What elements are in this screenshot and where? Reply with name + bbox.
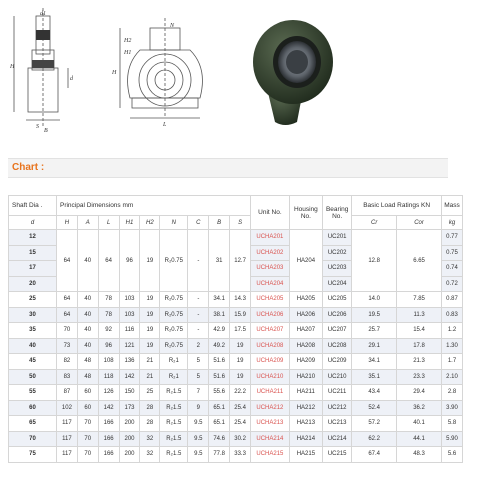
chart-title: Chart : bbox=[12, 162, 45, 173]
cell-c: - bbox=[188, 292, 209, 308]
header-load-ratings: Basic Load Ratings KN bbox=[352, 196, 442, 216]
cell-h1: 103 bbox=[119, 292, 140, 308]
label-h: H bbox=[10, 64, 15, 70]
cell-n: R₂0.75 bbox=[160, 307, 188, 323]
technical-drawings bbox=[0, 0, 488, 140]
cell-unit: UCHA214 bbox=[251, 431, 290, 447]
cell-bearing: UC214 bbox=[323, 431, 352, 447]
cell-c: - bbox=[188, 230, 209, 292]
subheader-d: d bbox=[9, 216, 57, 230]
cell-l: 142 bbox=[98, 400, 119, 416]
cell-cr: 35.1 bbox=[352, 369, 397, 385]
cell-bearing: UC201 bbox=[323, 230, 352, 246]
cell-h: 82 bbox=[56, 354, 77, 370]
cell-h2: 19 bbox=[140, 307, 160, 323]
subheader-kg: kg bbox=[441, 216, 462, 230]
cell-h: 87 bbox=[56, 385, 77, 401]
cell-l: 166 bbox=[98, 416, 119, 432]
cell-n: R₂0.75 bbox=[160, 338, 188, 354]
cell-s: 12.7 bbox=[230, 230, 251, 292]
cell-b: 65.1 bbox=[209, 416, 230, 432]
cell-d: 40 bbox=[9, 338, 57, 354]
cell-c: 9.5 bbox=[188, 447, 209, 463]
cell-mass: 0.72 bbox=[441, 276, 462, 292]
cell-h: 83 bbox=[56, 369, 77, 385]
cell-cr: 19.5 bbox=[352, 307, 397, 323]
cell-d: 55 bbox=[9, 385, 57, 401]
cell-h1: 136 bbox=[119, 354, 140, 370]
cell-s: 25.4 bbox=[230, 400, 251, 416]
cell-l: 92 bbox=[98, 323, 119, 339]
cell-a: 70 bbox=[77, 416, 98, 432]
bearing-product-image bbox=[245, 10, 335, 130]
cell-d: 25 bbox=[9, 292, 57, 308]
cell-b: 51.6 bbox=[209, 354, 230, 370]
cell-h: 117 bbox=[56, 416, 77, 432]
cell-cor: 21.3 bbox=[397, 354, 442, 370]
cell-cor: 23.3 bbox=[397, 369, 442, 385]
cell-b: 34.1 bbox=[209, 292, 230, 308]
table-row bbox=[9, 292, 463, 308]
cell-a: 70 bbox=[77, 447, 98, 463]
cell-h2: 32 bbox=[140, 431, 160, 447]
cell-s: 30.2 bbox=[230, 431, 251, 447]
cell-d: 20 bbox=[9, 276, 57, 292]
cell-unit: UCHA208 bbox=[251, 338, 290, 354]
cell-bearing: UC202 bbox=[323, 245, 352, 261]
cell-s: 19 bbox=[230, 338, 251, 354]
subheader-cr: Cr bbox=[352, 216, 397, 230]
cell-unit: UCHA203 bbox=[251, 261, 290, 277]
cell-bearing: UC213 bbox=[323, 416, 352, 432]
cell-c: 5 bbox=[188, 369, 209, 385]
table-row bbox=[9, 385, 463, 401]
cell-housing: HA213 bbox=[289, 416, 322, 432]
cell-mass: 1.7 bbox=[441, 354, 462, 370]
cell-h: 70 bbox=[56, 323, 77, 339]
cell-bearing: UC212 bbox=[323, 400, 352, 416]
cell-h: 64 bbox=[56, 292, 77, 308]
label-l: L bbox=[163, 122, 167, 128]
cell-a: 70 bbox=[77, 431, 98, 447]
cell-b: 77.8 bbox=[209, 447, 230, 463]
cell-s: 14.3 bbox=[230, 292, 251, 308]
label-side-h: H bbox=[112, 70, 117, 76]
cell-c: - bbox=[188, 323, 209, 339]
cell-bearing: UC204 bbox=[323, 276, 352, 292]
cell-l: 96 bbox=[98, 338, 119, 354]
cell-mass: 1.2 bbox=[441, 323, 462, 339]
cell-unit: UCHA209 bbox=[251, 354, 290, 370]
cell-l: 166 bbox=[98, 447, 119, 463]
cell-c: 7 bbox=[188, 385, 209, 401]
cell-d: 50 bbox=[9, 369, 57, 385]
subheader-cor: Cor bbox=[397, 216, 442, 230]
label-h2: H2 bbox=[124, 38, 132, 44]
cell-l: 126 bbox=[98, 385, 119, 401]
cell-a: 60 bbox=[77, 400, 98, 416]
cell-h1: 173 bbox=[119, 400, 140, 416]
cell-d: 65 bbox=[9, 416, 57, 432]
cell-housing: HA205 bbox=[289, 292, 322, 308]
cell-b: 31 bbox=[209, 230, 230, 292]
cell-d: 75 bbox=[9, 447, 57, 463]
cell-d: 60 bbox=[9, 400, 57, 416]
cell-a: 40 bbox=[77, 307, 98, 323]
cell-c: 5 bbox=[188, 354, 209, 370]
cell-bearing: UC205 bbox=[323, 292, 352, 308]
cell-l: 78 bbox=[98, 307, 119, 323]
cell-c: 2 bbox=[188, 338, 209, 354]
cell-mass: 5.8 bbox=[441, 416, 462, 432]
cell-h2: 19 bbox=[140, 323, 160, 339]
cell-a: 40 bbox=[77, 292, 98, 308]
cell-mass: 3.90 bbox=[441, 400, 462, 416]
table-body bbox=[9, 230, 463, 292]
cell-h2: 19 bbox=[140, 338, 160, 354]
cell-unit: UCHA202 bbox=[251, 245, 290, 261]
side-view-drawing bbox=[110, 18, 220, 128]
subheader-h2: H2 bbox=[140, 216, 160, 230]
cell-bearing: UC211 bbox=[323, 385, 352, 401]
cell-s: 17.5 bbox=[230, 323, 251, 339]
cell-cor: 36.2 bbox=[397, 400, 442, 416]
cell-unit: UCHA211 bbox=[251, 385, 290, 401]
cell-mass: 5.90 bbox=[441, 431, 462, 447]
cell-cor: 15.4 bbox=[397, 323, 442, 339]
table-row bbox=[9, 431, 463, 447]
cell-cr: 12.8 bbox=[352, 230, 397, 292]
cell-n: R₂1 bbox=[160, 369, 188, 385]
table-row bbox=[9, 230, 463, 246]
table-row bbox=[9, 416, 463, 432]
cell-cr: 62.2 bbox=[352, 431, 397, 447]
cell-mass: 1.30 bbox=[441, 338, 462, 354]
cell-h1: 103 bbox=[119, 307, 140, 323]
cell-s: 33.3 bbox=[230, 447, 251, 463]
header-shaft-dia: Shaft Dia . bbox=[9, 196, 57, 216]
cell-cr: 14.0 bbox=[352, 292, 397, 308]
cell-c: 9.5 bbox=[188, 416, 209, 432]
cell-h1: 200 bbox=[119, 431, 140, 447]
table-row bbox=[9, 307, 463, 323]
subheader-h: H bbox=[56, 216, 77, 230]
cell-h: 64 bbox=[56, 307, 77, 323]
cell-d: 70 bbox=[9, 431, 57, 447]
cell-unit: UCHA207 bbox=[251, 323, 290, 339]
cell-bearing: UC207 bbox=[323, 323, 352, 339]
cell-housing: HA212 bbox=[289, 400, 322, 416]
cell-h1: 96 bbox=[119, 230, 140, 292]
cell-cor: 48.3 bbox=[397, 447, 442, 463]
cell-mass: 0.74 bbox=[441, 261, 462, 277]
cell-a: 60 bbox=[77, 385, 98, 401]
subheader-n: N bbox=[160, 216, 188, 230]
cell-l: 118 bbox=[98, 369, 119, 385]
cell-h2: 25 bbox=[140, 385, 160, 401]
cell-h2: 28 bbox=[140, 416, 160, 432]
cell-housing: HA210 bbox=[289, 369, 322, 385]
table-row bbox=[9, 400, 463, 416]
label-n: N bbox=[170, 23, 175, 29]
table-row bbox=[9, 447, 463, 463]
cell-cor: 7.85 bbox=[397, 292, 442, 308]
cell-mass: 0.77 bbox=[441, 230, 462, 246]
cell-cr: 67.4 bbox=[352, 447, 397, 463]
cell-housing: HA204 bbox=[289, 230, 322, 292]
cell-unit: UCHA210 bbox=[251, 369, 290, 385]
subheader-l: L bbox=[98, 216, 119, 230]
cell-n: R₂1.5 bbox=[160, 400, 188, 416]
subheader-a: A bbox=[77, 216, 98, 230]
cell-l: 78 bbox=[98, 292, 119, 308]
cell-n: R₂1.5 bbox=[160, 385, 188, 401]
cell-n: R₂1.5 bbox=[160, 431, 188, 447]
cell-cor: 17.8 bbox=[397, 338, 442, 354]
cell-h1: 200 bbox=[119, 416, 140, 432]
table-row bbox=[9, 323, 463, 339]
cell-mass: 0.75 bbox=[441, 245, 462, 261]
cell-housing: HA207 bbox=[289, 323, 322, 339]
cell-l: 166 bbox=[98, 431, 119, 447]
cell-bearing: UC203 bbox=[323, 261, 352, 277]
cell-housing: HA215 bbox=[289, 447, 322, 463]
cell-unit: UCHA206 bbox=[251, 307, 290, 323]
cell-b: 51.6 bbox=[209, 369, 230, 385]
cell-cr: 43.4 bbox=[352, 385, 397, 401]
cell-s: 15.9 bbox=[230, 307, 251, 323]
table-body-rows bbox=[9, 292, 463, 463]
subheader-c: C bbox=[188, 216, 209, 230]
label-h1: H1 bbox=[124, 50, 132, 56]
header-unit-no: Unit No. bbox=[251, 196, 290, 230]
specification-table bbox=[8, 195, 463, 463]
cell-h2: 21 bbox=[140, 369, 160, 385]
cell-d: 35 bbox=[9, 323, 57, 339]
cell-bearing: UC210 bbox=[323, 369, 352, 385]
cell-d: 15 bbox=[9, 245, 57, 261]
table-row bbox=[9, 369, 463, 385]
cell-a: 40 bbox=[77, 338, 98, 354]
cell-h: 117 bbox=[56, 431, 77, 447]
cell-l: 108 bbox=[98, 354, 119, 370]
cell-c: 9 bbox=[188, 400, 209, 416]
table-row bbox=[9, 354, 463, 370]
cell-b: 38.1 bbox=[209, 307, 230, 323]
cell-h2: 28 bbox=[140, 400, 160, 416]
cell-s: 19 bbox=[230, 354, 251, 370]
cell-mass: 5.6 bbox=[441, 447, 462, 463]
cell-n: R₂1.5 bbox=[160, 416, 188, 432]
subheader-s: S bbox=[230, 216, 251, 230]
cell-h2: 19 bbox=[140, 230, 160, 292]
cell-h: 73 bbox=[56, 338, 77, 354]
cell-cor: 11.3 bbox=[397, 307, 442, 323]
cell-bearing: UC208 bbox=[323, 338, 352, 354]
cell-unit: UCHA204 bbox=[251, 276, 290, 292]
cell-h1: 116 bbox=[119, 323, 140, 339]
cell-bearing: UC209 bbox=[323, 354, 352, 370]
cell-h: 64 bbox=[56, 230, 77, 292]
cell-mass: 2.8 bbox=[441, 385, 462, 401]
cell-n: R₂0.75 bbox=[160, 230, 188, 292]
table-row bbox=[9, 338, 463, 354]
cell-s: 25.4 bbox=[230, 416, 251, 432]
cell-c: 9.5 bbox=[188, 431, 209, 447]
front-view-drawing bbox=[8, 8, 78, 133]
cell-s: 19 bbox=[230, 369, 251, 385]
cell-c: - bbox=[188, 307, 209, 323]
cell-cr: 25.7 bbox=[352, 323, 397, 339]
cell-cr: 34.1 bbox=[352, 354, 397, 370]
cell-n: R₂0.75 bbox=[160, 323, 188, 339]
cell-unit: UCHA213 bbox=[251, 416, 290, 432]
cell-housing: HA206 bbox=[289, 307, 322, 323]
cell-cr: 57.2 bbox=[352, 416, 397, 432]
cell-housing: HA214 bbox=[289, 431, 322, 447]
cell-a: 40 bbox=[77, 323, 98, 339]
cell-housing: HA211 bbox=[289, 385, 322, 401]
cell-b: 42.9 bbox=[209, 323, 230, 339]
cell-h1: 200 bbox=[119, 447, 140, 463]
cell-d: 45 bbox=[9, 354, 57, 370]
header-principal-dimensions: Principal Dimensions mm bbox=[56, 196, 250, 216]
label-s: S bbox=[36, 124, 39, 130]
cell-unit: UCHA201 bbox=[251, 230, 290, 246]
cell-housing: HA209 bbox=[289, 354, 322, 370]
cell-mass: 0.83 bbox=[441, 307, 462, 323]
chart-header-bar bbox=[8, 158, 448, 178]
cell-cor: 6.65 bbox=[397, 230, 442, 292]
cell-unit: UCHA205 bbox=[251, 292, 290, 308]
cell-cor: 44.1 bbox=[397, 431, 442, 447]
cell-unit: UCHA215 bbox=[251, 447, 290, 463]
header-housing-no: Housing No. bbox=[289, 196, 322, 230]
cell-a: 40 bbox=[77, 230, 98, 292]
cell-h2: 19 bbox=[140, 292, 160, 308]
cell-b: 74.6 bbox=[209, 431, 230, 447]
header-bearing-no: Bearing No. bbox=[323, 196, 352, 230]
cell-h: 102 bbox=[56, 400, 77, 416]
cell-b: 65.1 bbox=[209, 400, 230, 416]
cell-d: 30 bbox=[9, 307, 57, 323]
cell-b: 49.2 bbox=[209, 338, 230, 354]
subheader-b: B bbox=[209, 216, 230, 230]
cell-cr: 29.1 bbox=[352, 338, 397, 354]
label-d1: d1 bbox=[40, 11, 46, 17]
cell-h1: 142 bbox=[119, 369, 140, 385]
label-b: B bbox=[44, 128, 48, 133]
cell-d: 12 bbox=[9, 230, 57, 246]
cell-n: R₂1 bbox=[160, 354, 188, 370]
cell-cor: 29.4 bbox=[397, 385, 442, 401]
label-d: d bbox=[70, 76, 73, 82]
cell-b: 55.6 bbox=[209, 385, 230, 401]
subheader-h1: H1 bbox=[119, 216, 140, 230]
cell-h: 117 bbox=[56, 447, 77, 463]
cell-l: 64 bbox=[98, 230, 119, 292]
cell-s: 22.2 bbox=[230, 385, 251, 401]
cell-housing: HA208 bbox=[289, 338, 322, 354]
cell-bearing: UC215 bbox=[323, 447, 352, 463]
cell-bearing: UC206 bbox=[323, 307, 352, 323]
cell-mass: 2.10 bbox=[441, 369, 462, 385]
cell-a: 48 bbox=[77, 354, 98, 370]
cell-cor: 40.1 bbox=[397, 416, 442, 432]
cell-h2: 32 bbox=[140, 447, 160, 463]
cell-a: 48 bbox=[77, 369, 98, 385]
cell-d: 17 bbox=[9, 261, 57, 277]
cell-unit: UCHA212 bbox=[251, 400, 290, 416]
cell-cr: 52.4 bbox=[352, 400, 397, 416]
cell-mass: 0.87 bbox=[441, 292, 462, 308]
cell-h2: 21 bbox=[140, 354, 160, 370]
cell-n: R₂0.75 bbox=[160, 292, 188, 308]
cell-h1: 121 bbox=[119, 338, 140, 354]
header-mass: Mass bbox=[441, 196, 462, 216]
cell-h1: 150 bbox=[119, 385, 140, 401]
cell-n: R₂1.5 bbox=[160, 447, 188, 463]
